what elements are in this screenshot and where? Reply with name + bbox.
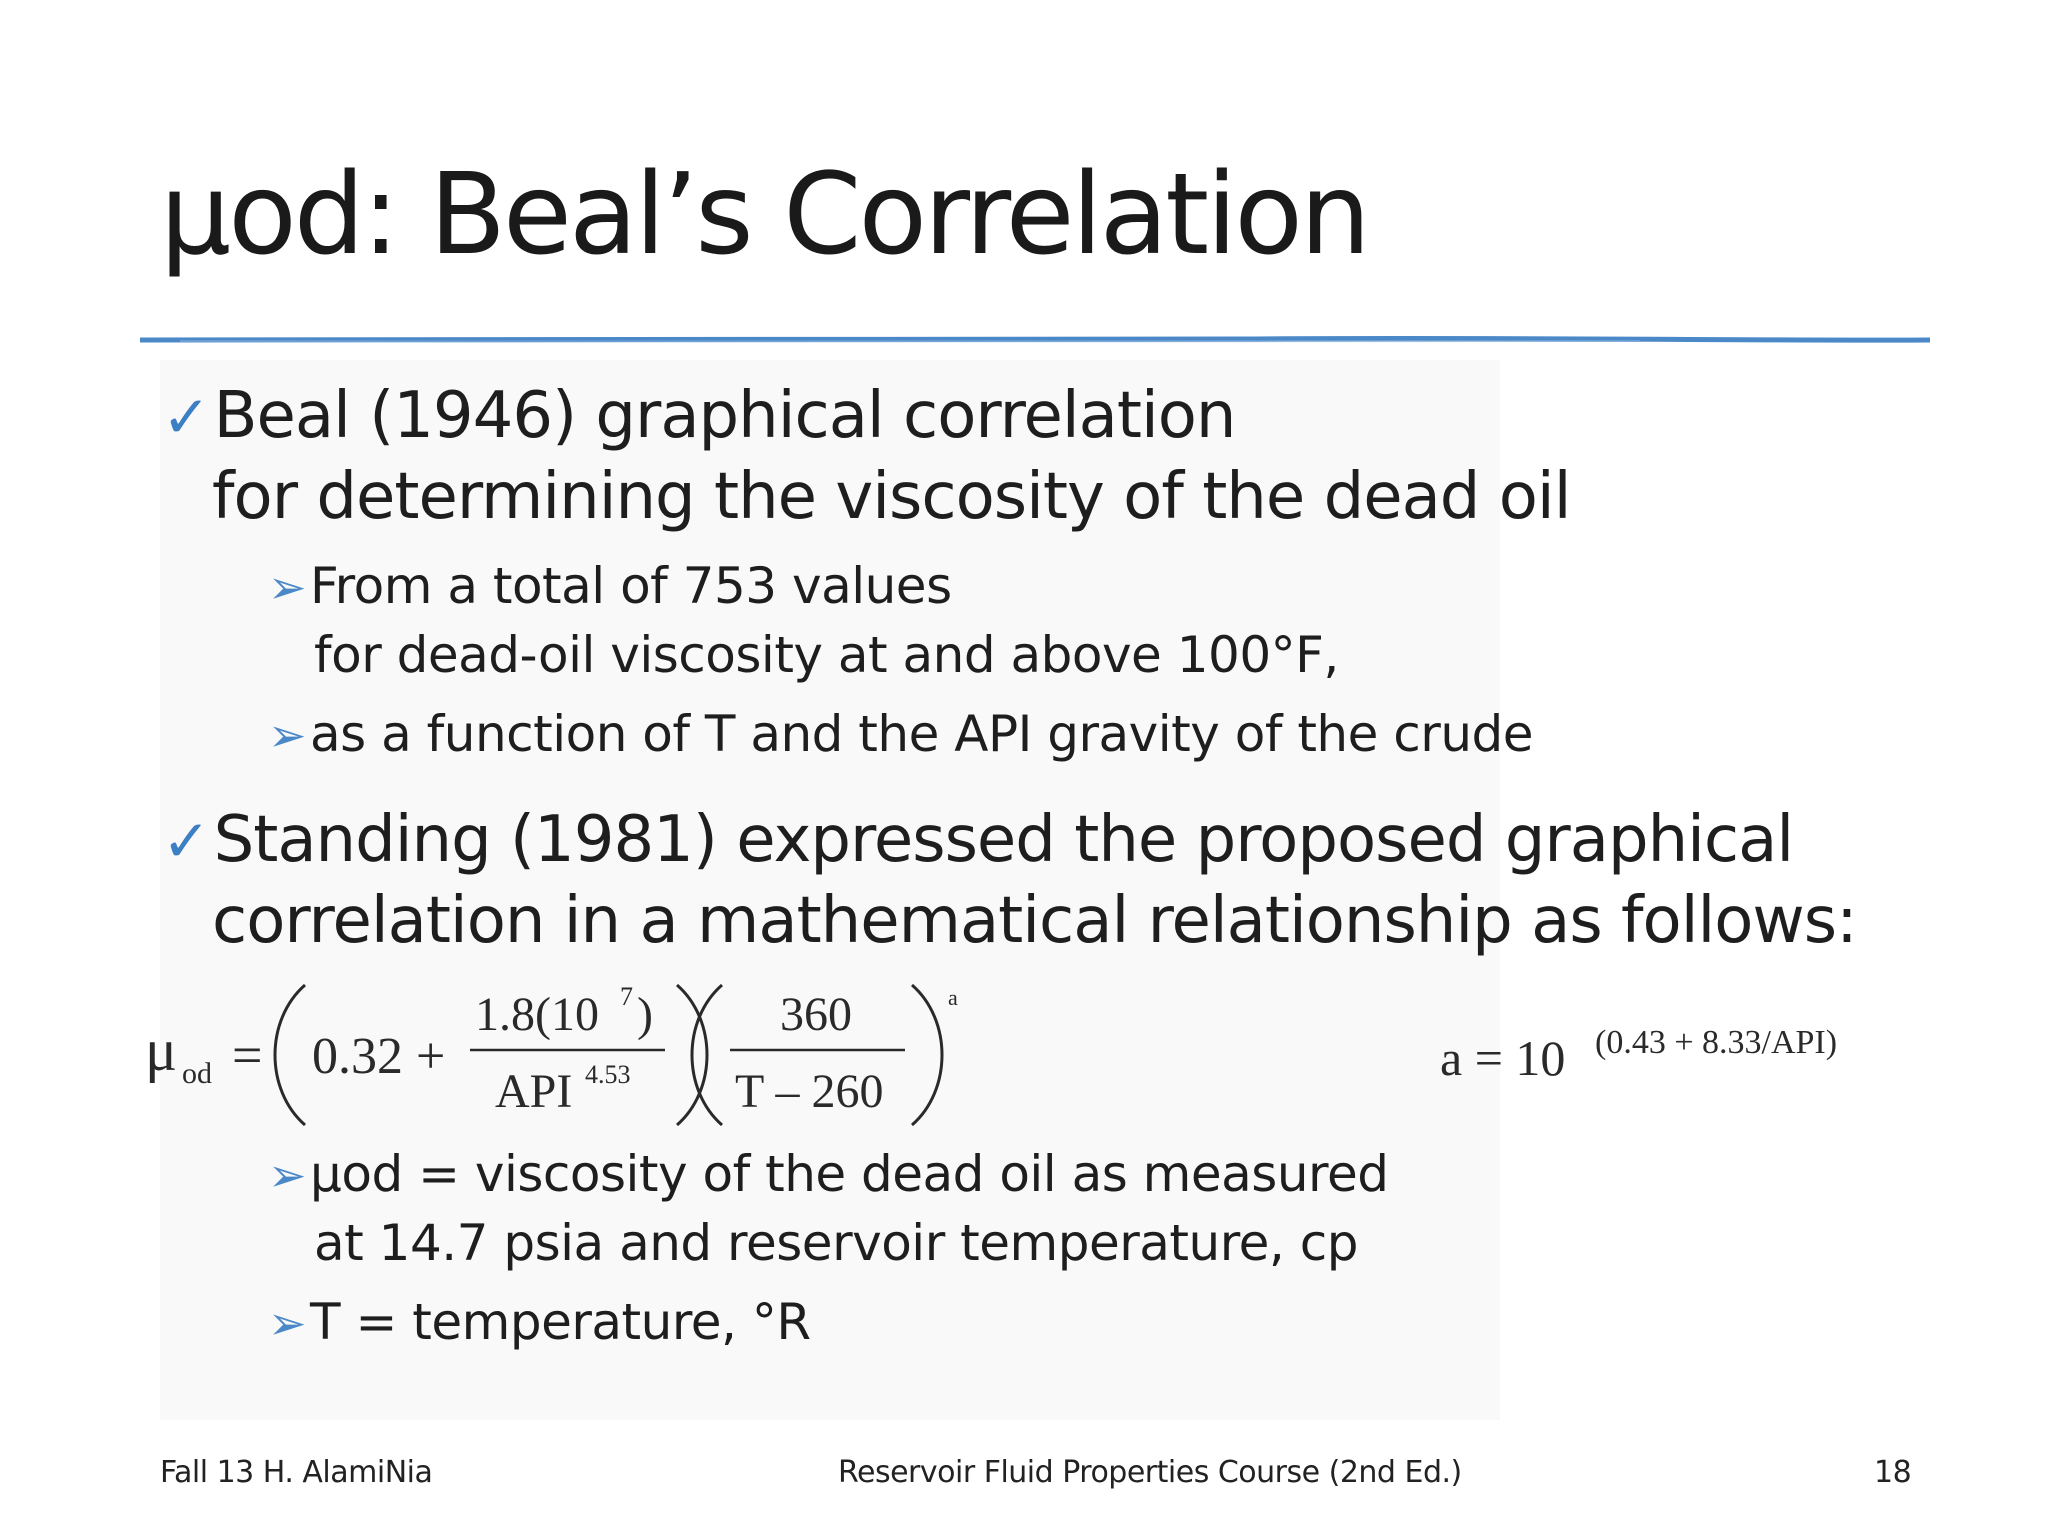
formula-equals: = [232, 1025, 263, 1085]
sub-bullet-mu-od-definition: ➢µod = viscosity of the dead oil as measured at 14.7 psia and reservoir temperature, cp [268, 1145, 1389, 1272]
fraction1-den-exp: 4.53 [585, 1060, 631, 1089]
footer-page-number: 18 [1874, 1455, 1912, 1490]
checkmark-icon: ✓ [162, 807, 210, 875]
bullet-standing: ✓Standing (1981) expressed the proposed graphical correlation in a mathematical relationship as follows: [162, 803, 1857, 958]
arrowhead-icon: ➢ [268, 560, 307, 614]
fraction2-numerator: 360 [780, 988, 852, 1041]
slide-title: µod: Beal’s Correlation [160, 150, 1368, 280]
arrowhead-icon: ➢ [268, 708, 307, 762]
footer-author: Fall 13 H. AlamiNia [160, 1455, 433, 1490]
fraction1-num-exp: 7 [620, 982, 633, 1011]
checkmark-icon: ✓ [162, 383, 210, 451]
left-paren-1 [275, 985, 305, 1125]
formula-mu-sub: od [182, 1057, 212, 1090]
fraction1-num-close: ) [637, 988, 653, 1041]
fraction2-denominator: T – 260 [735, 1065, 884, 1118]
sub-bullet-753-values: ➢From a total of 753 values for dead-oil viscosity at and above 100°F, [268, 557, 1339, 684]
formula-const: 0.32 + [312, 1028, 446, 1085]
arrowhead-icon: ➢ [268, 1296, 307, 1350]
formula-outer-exp: a [948, 985, 958, 1010]
title-underline [140, 335, 1930, 345]
bullet-beal: ✓Beal (1946) graphical correlation for determining the viscosity of the dead oil [162, 379, 1571, 534]
right-paren-2 [912, 985, 942, 1125]
footer-course: Reservoir Fluid Properties Course (2nd Ed.) [838, 1455, 1462, 1490]
formula-graphic [140, 975, 1940, 1135]
fraction1-denominator: API [495, 1065, 573, 1118]
formula-mu: μ [145, 1017, 178, 1083]
exponent-formula-lhs: a = 10 [1440, 1030, 1566, 1086]
sub-bullet-temperature-definition: ➢T = temperature, °R [268, 1293, 811, 1351]
exponent-formula-power: (0.43 + 8.33/API) [1595, 1024, 1838, 1061]
viscosity-formula [140, 975, 1940, 1135]
fraction1-numerator: 1.8(10 [475, 988, 599, 1041]
sub-bullet-function: ➢as a function of T and the API gravity of the crude [268, 705, 1534, 763]
arrowhead-icon: ➢ [268, 1148, 307, 1202]
